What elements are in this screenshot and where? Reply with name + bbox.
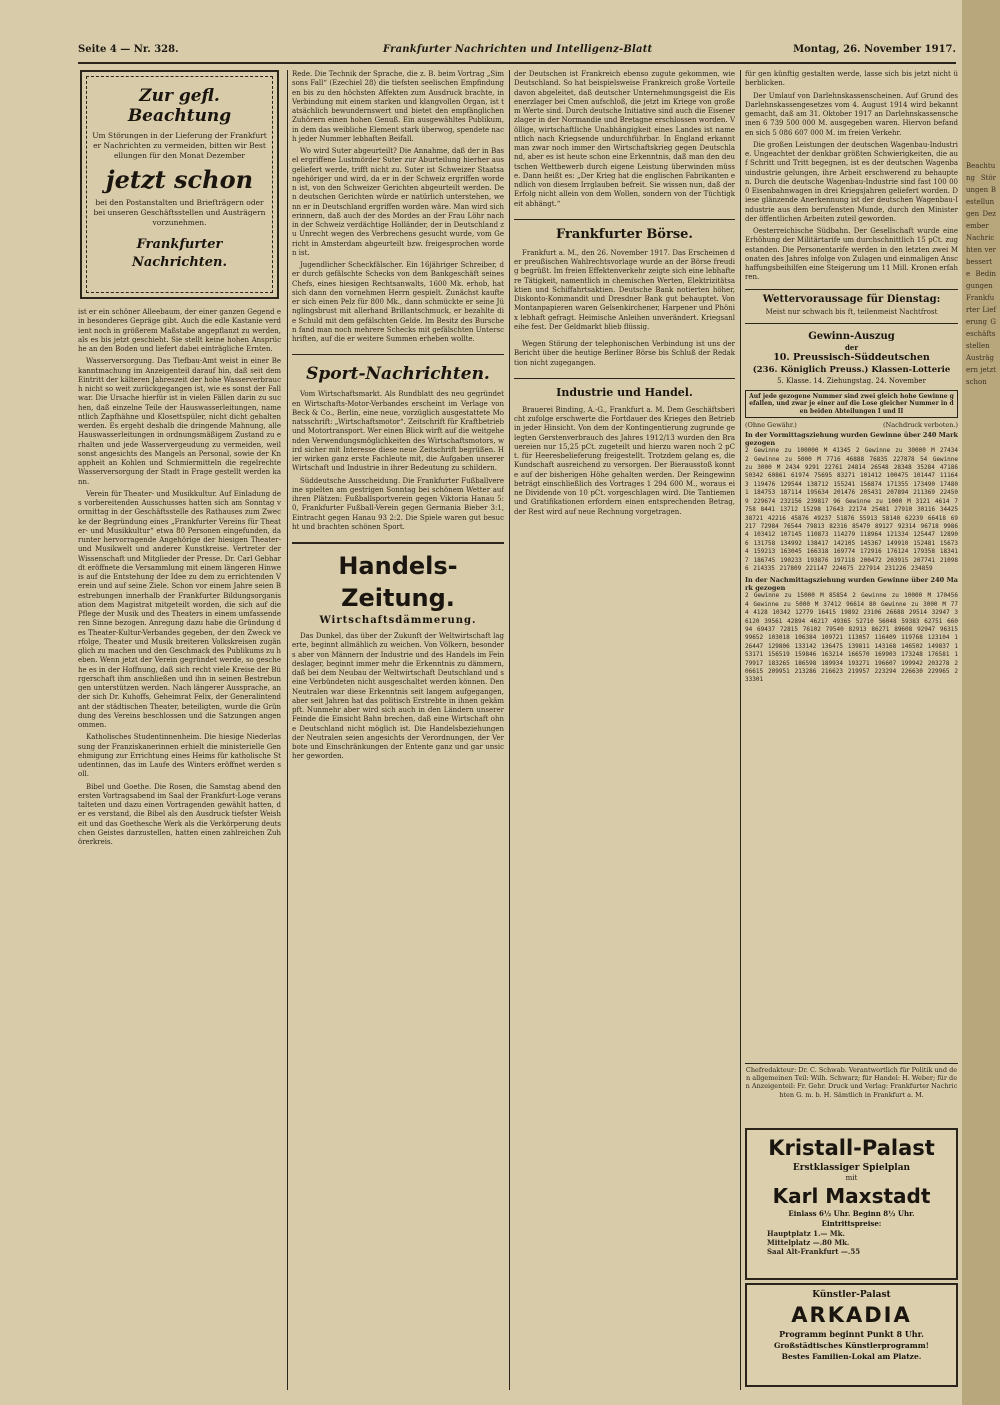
- column-divider: [509, 70, 510, 1390]
- article-recital: Rede. Die Technik der Sprache, die z. B. beim Vortrag „Simsons Fall“ (Ezechiel 28) die tiefsten seelischen Empfindungen bis zu den höchsten Affekten zum Ausdruck brachte, in Verbindung mit einem starken und klangvollen Organ, ist tatsächlich bewundernswert und bietet den empfänglichen Zuhörern einen hohen Genuß. Ein ausgewähltes Publikum, in dem das weibliche Element stark überwog, spendete nach jeder Nummer lebhaften Beifall.: [292, 70, 504, 143]
- article-loan-notes: Der Umlauf von Darlehnskassenscheinen. Auf Grund des Darlehnskassengesetzes vom 4. August 1914 wird bekanntgemacht, daß am 31. Oktober 1917 an Darlehnskassenscheinen 6 739 500 000 M. ausgegeben waren. Hiervon befanden sich 5 086 607 000 M. im freien Verkehr.: [745, 91, 958, 137]
- column-divider: [287, 70, 288, 1390]
- kristall-times: Einlass 6½ Uhr. Beginn 8½ Uhr.: [788, 1209, 915, 1218]
- industry-heading: Industrie und Handel.: [556, 385, 693, 399]
- issue-date: Montag, 26. November 1917.: [793, 44, 956, 55]
- article-trade-war: der Deutschen ist Frankreich ebenso zugute gekommen, wie Deutschland. So hat beispielsweise Frankreich große Vorteile davon abgeleitet, daß deutscher Unternehmungsgeist die Eisenerzlager bei Cmen aufschloß, die jetzt im Kriege von großem Werte sind. Durch deutsche Initiative sind auch die Eisenerzlager in der Normandie und Bretagne erschlossen worden. Völlige, wirtschaftliche Unabhängigkeit eines Landes ist namentlich nach Kriegsende undurchführbar. In England erkannt man zwar noch immer den Wirtschaftskrieg gegen Deutschland, aber es ist heute schon eine Erkenntnis, daß man den deutschen Wettbewerb durch eigene Leistung überwinden müsse. Dann heißt es: „Der Krieg hat die englischen Fabrikanten endlich von diesem Irrglauben befreit. Sie wissen nun, daß der Erfolg nicht allein von dem Wollen, sondern von der Tüchtigkeit abhängt.“: [514, 70, 735, 208]
- adjacent-page-text: Beachtung Störungen Bestellungen Dezember Nachrichten verbesserte Bedingungen Frankfurter Lieferung Geschäftsstellen Austrägern jetzt schon: [966, 162, 996, 386]
- kristall-palast-ad: [745, 1128, 958, 1280]
- arkadia-pretitle: Künstler-Palast: [812, 1290, 891, 1300]
- stock-exchange-heading: Frankfurter Börse.: [556, 226, 693, 242]
- arkadia-line-2: Großstädtisches Künstlerprogramm!: [774, 1341, 929, 1350]
- kristall-price-3: Saal Alt-Frankfurt —.55: [767, 1247, 861, 1256]
- article-sport-magazine: Vom Wirtschaftsmarkt. Als Rundblatt des neu gegründeten Wirtschafts-Motor-Verbandes erscheint im Verlage von Beck & Co., Berlin, eine neue, vorzüglich ausgestattete Monatsschrift: „Wirtschaftsmotor“. Zeitschrift für Kraftbetrieb und Motortransport. Wer einen Blick wirft auf die weitgehenden Verwendungsmöglichkeiten des Wirtschaftsmotors, wird sicher mit Interesse diese neue Zeitschrift begrüßen. Hier wirken ganz erste Fachleute mit, die Aufgaben unserer Wirtschaft und Industrie in ihrer Bedeutung zu schildern.: [292, 390, 504, 473]
- lottery-disclaimer: (Ohne Gewähr.): [745, 421, 797, 430]
- lottery-reprint-notice: (Nachdruck verboten.): [883, 421, 958, 430]
- weather-heading: Wettervoraussage für Dienstag:: [762, 293, 941, 305]
- article-suter: Wo wird Suter abgeurteilt? Die Annahme, daß der in Basel ergriffene Lustmörder Suter zur Aburteilung hierher ausgeliefert werde, trifft nicht zu. Suter ist Schweizer Staatsangehöriger und wird, da er in der Schweiz ergriffen worden ist, von den Schweizer Gerichten abgeurteilt werden. Den deutschen Gerichten würde er natürlich unterstehen, wenn er in Deutschland ergriffen worden wäre. Man wird sich erinnern, daß auch der des Mordes an der Frau Löhr nach in der Schweiz verdächtige Holländer, der in Deutschland zu Unrecht wegen des Verbrechens gesucht wurde, vom Gericht in Amsterdam abgeurteilt bzw. freigesprochen worden ist.: [292, 147, 504, 257]
- article-stock-exchange: Frankfurt a. M., den 26. November 1917. Das Erscheinen der preußischen Wahlrechtsvorlage wurde an der Börse freudig begrüßt. Im freien Effektenverkehr zeigte sich eine lebhaftere Tätigkeit, namentlich in chemischen Werten, Elektrizitätsaktien und Schiffahrtsaktien. Deutsche Bank notierten höher, Diskonto-Kommandit und Dresdner Bank gut behauptet. Von Montanpapieren waren Gelsenkirchener, Harpener und Phönix lebhaft gefragt. Heimische Anleihen unverändert. Kriegsanleihe fest. Der Geldmarkt blieb flüssig.: [514, 248, 735, 331]
- adjacent-page-edge: [962, 0, 1000, 1405]
- lottery-afternoon-heading: In der Nachmittagsziehung wurden Gewinne über 240 Mark gezogen: [745, 576, 958, 593]
- article-theater-society: Verein für Theater- und Musikkultur. Auf Einladung des vorbereitenden Ausschusses hatten sich am Sonntag vormittag in der Geschäftsstelle des Rathauses zum Zwecke der Begründung eines „Frankfurter Vereins für Theater- und Musikkultur“ etwa 80 Personen eingefunden, darunter hervorragende Angehörige der hiesigen Theater- und Musikwelt und anderer Kunstkreise. Vertreter der Wissenschaft und Mitglieder der Presse. Dr. Carl Gebhardt eröffnete die Versammlung mit einem längeren Hinweis auf die Entstehung der Idee zu dem zu errichtenden Verein und auf seine Ziele. Schon vor einem Jahre seien Bestrebungen innerhalb der Frankfurter Bildungsorganisation dem Magistrat mitgeteilt worden, die sich auf die Pflege der Musik und des Theaters in einem umfassenderen Sinne bezogen. Anregung dazu habe die Gründung des Theater-Kultur-Verbandes gegeben, der den Zweck verfolge, Theater und Musik breiteren Volkskreisen zugänglich zu machen und den Geschmack des Publikums zu heben. Wenn jetzt der Verein gegründet werde, so geschehe es in der Hoffnung, daß sich recht viele Kreise der Bürgerschaft ihm anschließen und ihn in seinen Bestrebungen unterstützen werden. Nach längerer Aussprache, an der sich Dr. Kuhoffs, Geheimrat Felix, der Generalintendant der städtischen Theater, beteiligten, wurde die Gründung des Vereins beschlossen und die Satzungen angenommen.: [78, 489, 281, 729]
- commerce-heading: Handels-Zeitung.: [338, 552, 458, 612]
- notice-title: Zur gefl. Beachtung: [127, 86, 232, 126]
- lottery-results: [745, 330, 958, 685]
- section-rule: [292, 542, 504, 544]
- article-football: Süddeutsche Ausscheidung. Die Frankfurter Fußballvereine spielten am gestrigen Sonntag bei schönem Wetter auf ihren Plätzen: Fußballsportverein gegen Viktoria Hanau 5:0, Frankfurter Fußball-Verein gegen Germania Bieber 3:1, Eintracht gegen Hanau 93 2:2. Die Spiele waren gut besucht und brachten schönen Sport.: [292, 476, 504, 531]
- article-trees: ist er ein schöner Alleebaum, der einer ganzen Gegend ein besonderes Gepräge gibt. Auch die edle Kastanie verdient noch in größerem Maßstabe angepflanzt zu werden, als es bis jetzt geschieht. Sie stellt keine hohen Ansprüche an den Boden und liefert dabei einträgliche Ernten.: [78, 308, 281, 353]
- article-wagon-industry: Die großen Leistungen der deutschen Wagenbau-Industrie. Ungeachtet der denkbar größten Schwierigkeiten, die auf Schritt und Tritt begegnen, ist es der deutschen Wagenbauindustrie gelungen, ihre Arbeit erschwerend zu behaupten. Durch die deutsche Wagenbau-Industrie sind fast 100 000 Eisenbahnwagen in drei Kriegsjahren geliefert worden. Diese glänzende Anerkennung ist der deutschen Wagenbau-Industrie aus dem berufensten Munde, durch den Minister der öffentlichen Arbeiten zuteil geworden.: [745, 140, 958, 223]
- arkadia-line-1: Programm beginnt Punkt 8 Uhr.: [779, 1329, 924, 1339]
- newspaper-title: Frankfurter Nachrichten und Intelligenz-Blatt: [383, 44, 653, 55]
- column-1: [78, 70, 281, 1388]
- lottery-article: der: [844, 342, 859, 352]
- article-continuation: für gen künftig gestalten werde, lasse sich bis jetzt nicht überblicken.: [745, 70, 958, 88]
- lottery-afternoon-numbers: 2 Gewinne zu 15000 M 85854 2 Gewinne zu 10000 M 170456 4 Gewinne zu 5000 M 37412 96614 80 Gewinne zu 3000 M 774 4128 10342 12779 16415 19892 23106 26688 29514 32947 36120 39561 42894 46217 49365 52710 56048 59383 62751 66094 69437 72815 76102 79540 82913 86271 89608 92947 96315 99652 103018 106384 109721 113057 116409 119768 123104 126447 129806 133142 136475 139811 143168 146502 149837 153171 156519 159846 163214 166570 169903 173248 176581 179917 183265 186598 189934 193271 196607 199942 203278 206615 209951 213286 216623 219957 223294 226630 229965 233301: [745, 592, 958, 684]
- article-brewery: Brauerei Binding, A.-G., Frankfurt a. M. Dem Geschäftsbericht zufolge erschwerte die Fortdauer des Krieges den Betrieb in jeder Hinsicht. Von dem der Kontingentierung zugrunde gelegten Gerstenverbrauch des Jahres 1912/13 wurden den Brauereien nur 15,25 pCt. zugeteilt und hierzu waren noch 2 pCt. für Heeresbelieferung freigestellt. Trotzdem gelang es, die Kundschaft ausreichend zu versorgen. Der Bierausstoß konnte auf der bisherigen Höhe gehalten werden. Der Reingewinn beträgt einschließlich des Vortrages 1 294 600 M., woraus eine Dividende von 10 pCt. vorgeschlagen wird. Die Tantiemen und Gratifikationen erfordern einen entsprechenden Betrag, der Rest wird auf neue Rechnung vorgetragen.: [514, 405, 735, 516]
- kristall-price-1: Hauptplatz 1.— Mk.: [767, 1229, 845, 1238]
- lottery-morning-numbers: 2 Gewinne zu 100000 M 41345 2 Gewinne zu 30000 M 27434 2 Gewinne zu 5000 M 7716 46888 76835 227878 54 Gewinne zu 3000 M 2434 9291 22761 24814 26548 28348 35284 47186 50342 60861 61974 75695 83271 101412 100475 101447 111643 119476 129544 138712 155241 156874 171355 173490 174801 184753 187114 195634 201476 205431 207894 211369 224509 229674 232156 239817 96 Gewinne zu 1000 M 3121 4614 7758 8441 13712 15298 17643 22174 25481 27910 30116 34425 38721 42216 45876 49237 51876 55913 58140 62239 66418 69217 72984 76544 79813 82316 85470 89127 92314 96718 99864 103412 107145 110873 114279 118964 121334 125447 128906 131758 134992 138417 142105 145367 149910 152481 156734 159213 163045 166318 169774 172916 176124 179358 183417 186745 190233 193876 197118 200472 203915 207741 210986 214335 217809 221147 224675 227914 231226 234859: [745, 447, 958, 572]
- article-bible-goethe: Bibel und Goethe. Die Rosen, die Samstag abend den ersten Vortragsabend im Saal der Frankfurt-Loge veranstalteten und dazu einen Vortragenden gewählt hatten, der es verstand, die Bibel als den Ausdruck tiefster Weisheit und das Goethesche Werk als die Verkörperung deutschen Geistes darzustellen, hatten einen zahlreichen Zuhörerkreis.: [78, 782, 281, 846]
- lottery-name-2: (236. Königlich Preuss.) Klassen-Lotterie: [752, 364, 951, 375]
- kristall-price-2: Mittelplatz —.80 Mk.: [767, 1238, 850, 1247]
- column-divider: [740, 70, 741, 1390]
- masthead-rule: [78, 62, 956, 64]
- article-telephone-disruption: Wegen Störung der telephonischen Verbindung ist uns der Bericht über die heutige Berliner Börse bis Schluß der Redaktion nicht zugegangen.: [514, 340, 735, 367]
- lottery-morning-heading: In der Vormittagsziehung wurden Gewinne über 240 Mark gezogen: [745, 431, 958, 448]
- kristall-title: Kristall-Palast: [768, 1136, 935, 1160]
- section-rule: [745, 323, 958, 324]
- lottery-name: 10. Preussisch-Süddeutschen: [773, 351, 930, 363]
- kristall-star: Karl Maxstadt: [772, 1184, 931, 1208]
- arkadia-ad: [745, 1283, 958, 1387]
- kristall-with: mit: [845, 1174, 858, 1182]
- kristall-subtitle: Erstklassiger Spielplan: [792, 1163, 911, 1173]
- article-southern-railway: Oesterreichische Südbahn. Der Gesellschaft wurde eine Erhöhung der Militärtarife um durchschnittlich 15 pCt. zugestanden. Die Personentarife werden in den letzten zwei Monaten des Jahres infolge von Zulagen und einmaligen Anschaffungsbeihilfen eine Steigerung um 11 Mill. Kronen erfahren.: [745, 227, 958, 282]
- article-forger: Jugendlicher Scheckfälscher. Ein 16jähriger Schreiber, der durch gefälschte Schecks von dem Bankgeschäft seines Chefs, eines hiesigen Rechtsanwalts, 1600 Mk. erhob, hat sich dann den vornehmen Herrn gespielt. Zunächst kaufte er sich einen Pelz für 800 Mk., dann schmückte er seine Jünglingsbrust mit allerhand Brillantschmuck, er bezahlte die Schuld mit dem gefälschten Gelde. Im Besitz des Burschen fand man noch mehrere Schecks mit gefälschten Unterschriften, auf die er weitere Summen erheben wollte.: [292, 261, 504, 343]
- notice-signature: Frankfurter Nachrichten.: [131, 237, 228, 270]
- section-rule: [292, 354, 504, 355]
- notice-text: Um Störungen in der Lieferung der Frankfurter Nachrichten zu vermeiden, bitten wir Bestellungen für den Monat Dezember: [92, 131, 267, 160]
- masthead: [78, 44, 956, 62]
- page-number: Seite 4 — Nr. 328.: [78, 44, 179, 55]
- lottery-title: Gewinn-Auszug: [808, 330, 895, 342]
- weather-forecast: Meist nur schwach bis ft, teilenmeist Nachtfrost: [765, 307, 938, 316]
- section-rule: [514, 219, 735, 220]
- notice-text-2: bei den Postanstalten und Briefträgern oder bei unseren Geschäftsstellen und Austrägern vorzunehmen.: [93, 198, 266, 227]
- lottery-class: 5. Klasse. 14. Ziehungstag. 24. November: [777, 376, 926, 385]
- sport-heading: Sport-Nachrichten.: [306, 364, 490, 385]
- article-economy: Das Dunkel, das über der Zukunft der Weltwirtschaft lagerte, beginnt allmählich zu weichen. Von Völkern, besonders aber von Männern der Industrie und des Handels im Feindeslager, beginnt immer mehr die Erkenntnis zu dämmern, daß bei dem Neubau der Weltwirtschaft Deutschland und seine Verbündeten nicht ausgeschaltet werden können. Den Neutralen war diese Erkenntnis seit langem aufgegangen, aber seit Jahren hat das politisch Erstrebte in ihnen gekämpft. Nunmehr aber wird sich auch in den Ländern unserer Feinde die Einsicht Bahn brechen, daß eine Wirtschaft ohne Deutschland nicht möglich ist. Die Handelsbeziehungen der Neutralen seien angesichts der Verordnungen, der Verbote und Einschränkungen der Entente ganz und gar unsicher geworden.: [292, 632, 504, 761]
- imprint: [745, 1063, 958, 1099]
- notice-emphasis: jetzt schon: [105, 165, 254, 194]
- commerce-subheading: Wirtschaftsdämmerung.: [319, 615, 477, 626]
- column-2: [292, 70, 504, 1388]
- section-rule: [514, 378, 735, 379]
- subscription-notice: [80, 70, 279, 299]
- arkadia-title: ARKADIA: [791, 1303, 912, 1327]
- kristall-prices-heading: Eintrittspreise:: [821, 1219, 882, 1228]
- section-rule: [745, 289, 958, 290]
- arkadia-line-3: Bestes Familien-Lokal am Platze.: [781, 1352, 922, 1361]
- lottery-note: Auf jede gezogene Nummer sind zwei gleich hohe Gewinne gefallen, und zwar je einer auf die Lose gleicher Nummer in den beiden Abteilungen I und II: [749, 392, 954, 415]
- imprint-text: Chefredakteur: Dr. C. Schwab. Verantwortlich für Politik und den allgemeinen Teil: Wilh. Schwarz; für Handel: H. Weber; für den Anzeigenteil: Fr. Gehr. Druck und Verlag: Frankfurter Nachrichten G. m. b. H. Sämtlich in Frankfurt a. M.: [745, 1066, 958, 1099]
- article-water: Wasserversorgung. Das Tiefbau-Amt weist in einer Bekanntmachung im Anzeigenteil darauf hin, daß seit dem Eintritt der kälteren Jahreszeit der hohe Wasserverbrauch nicht so weit zurückgegangen ist, wie es sonst der Fall war. Die Ursache hierfür ist in vielen Fällen darin zu suchen, daß einzelne Teile der Hauswasserleitungen, namentlich Zapfhähne und Klosettspüler, nicht dicht gehalten werden. Es ergeht deshalb die dringende Mahnung, alle Hauswasserleitungen in ordnungsmäßigem Zustand zu erhalten und jede Wasservergeudung zu vermeiden, weil sonst angesichts des Mangels an Personal, sowie der Knappheit an Kohlen und Schmiermitteln die regelrechte Wasserversorgung der Stadt in Frage gestellt werden kann.: [78, 357, 281, 486]
- article-student-home: Katholisches Studentinnenheim. Die hiesige Niederlassung der Franziskanerinnen erhielt die ministerielle Genehmigung zur Errichtung eines Heims für katholische Studentinnen, das im Laufe des Winters eröffnet werden soll.: [78, 733, 281, 779]
- column-3: [514, 70, 735, 1388]
